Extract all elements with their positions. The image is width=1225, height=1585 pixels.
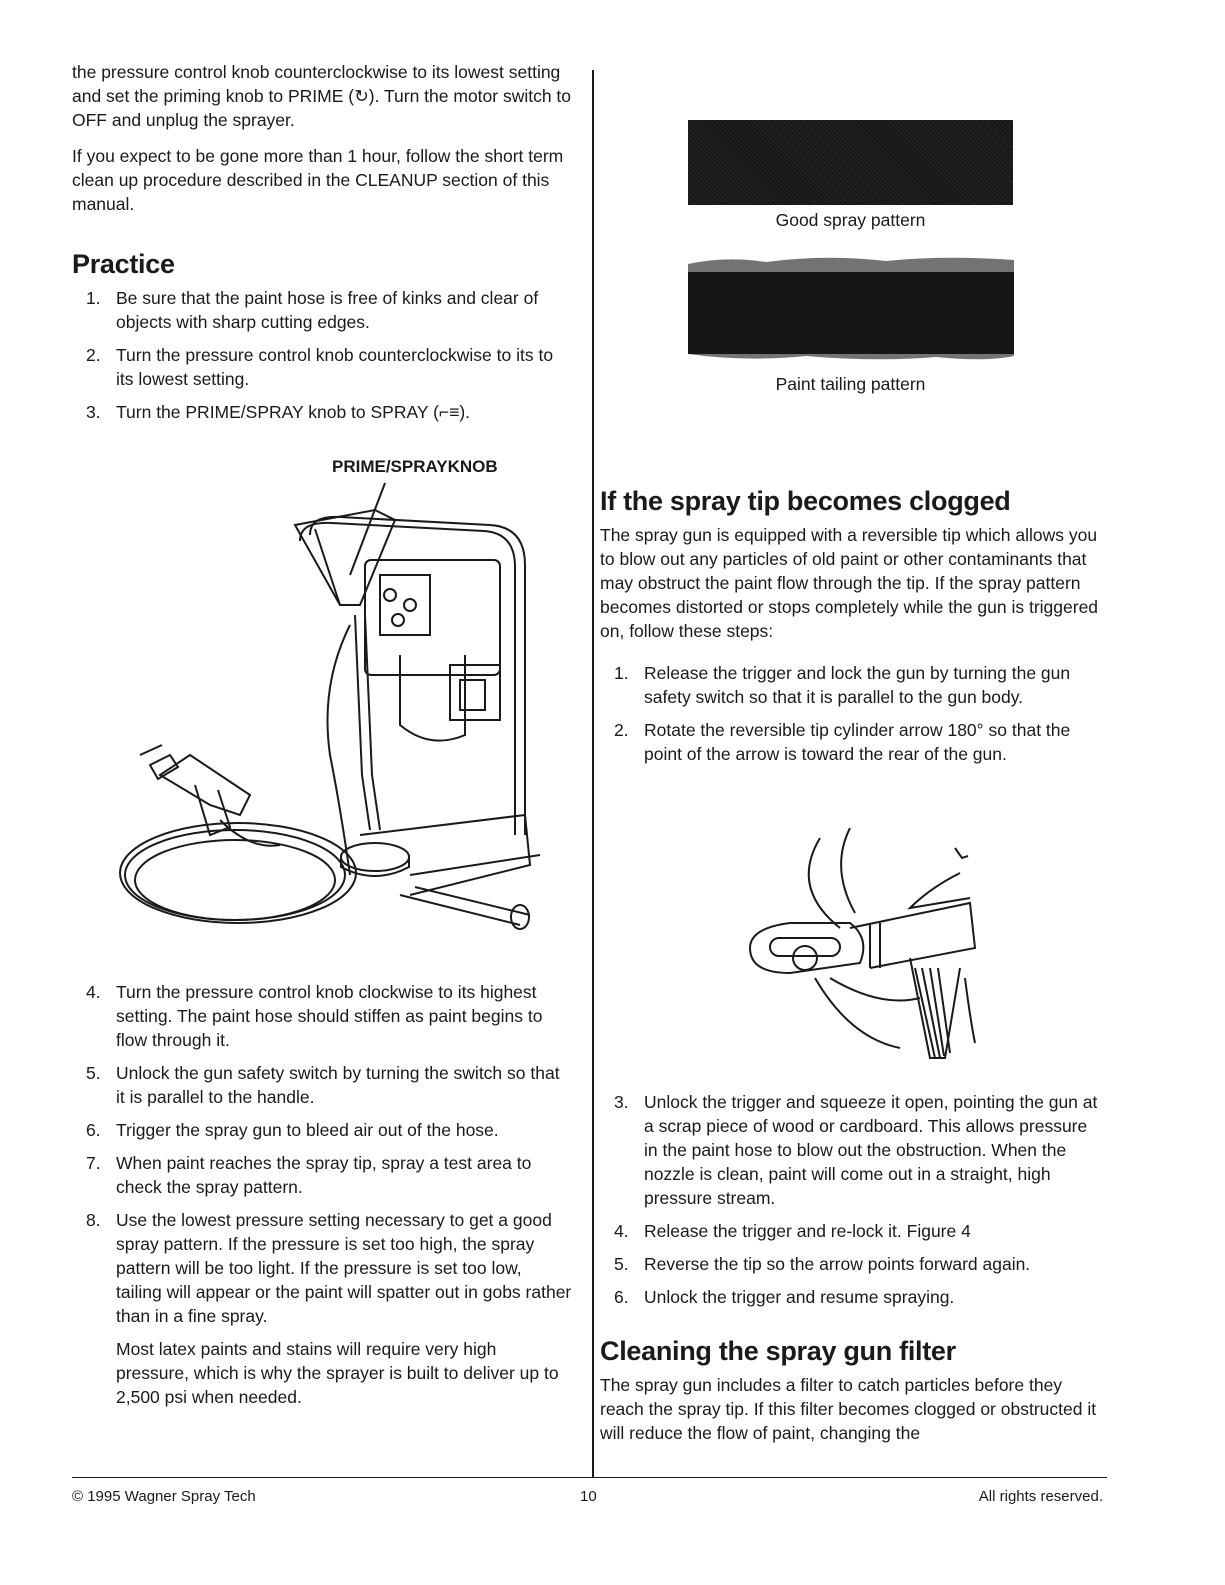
sprayer-figure xyxy=(100,455,570,935)
practice-heading: Practice xyxy=(72,249,175,279)
list-item: 4. Turn the pressure control knob clockwise to its highest setting. The paint hose should stiffen as paint begins to flow through it. xyxy=(86,982,543,1050)
clogged-tip-heading: If the spray tip becomes clogged xyxy=(600,486,1011,516)
list-item: 6. Trigger the spray gun to bleed air out of the hose. xyxy=(86,1120,499,1140)
list-item: 7. When paint reaches the spray tip, spray a test area to check the spray pattern. xyxy=(86,1153,532,1197)
filter-paragraph: The spray gun includes a filter to catch particles before they reach the spray tip. If this filter becomes clogged or obstructed it will reduce the flow of paint, changing the xyxy=(600,1375,1097,1443)
spray-tip-illustration xyxy=(730,828,1000,1068)
footer-rule xyxy=(72,1477,1107,1478)
step8-note: Most latex paints and stains will require very high pressure, which is why the sprayer is built to deliver up to 2,500 psi when needed. xyxy=(116,1339,559,1407)
page-number: 10 xyxy=(580,1488,597,1505)
good-spray-pattern-swatch xyxy=(688,120,1013,205)
sprayer-illustration xyxy=(100,455,570,935)
list-item: 8. Use the lowest pressure setting necessary to get a good spray pattern. If the pressure is set too high, the spray pattern will be too light. If the pressure is set too low, tailing will appear or the paint will spatter out in gobs rather than in a fine spray. xyxy=(86,1210,572,1326)
list-item: 2. Rotate the reversible tip cylinder arrow 180° so that the point of the arrow is toward the rear of the gun. xyxy=(614,720,1071,764)
list-item: 1. Release the trigger and lock the gun by turning the gun safety switch so that it is parallel to the gun body. xyxy=(614,663,1071,707)
left-column xyxy=(72,60,572,433)
intro-paragraph-1: the pressure control knob counterclockwise to its lowest setting and set the priming knob to PRIME (↻). Turn the motor switch to OFF and unplug the sprayer. xyxy=(72,62,572,130)
tailing-pattern-caption: Paint tailing pattern xyxy=(775,374,926,394)
list-item: 3. Turn the PRIME/SPRAY knob to SPRAY (⌐≡). xyxy=(86,402,471,422)
practice-steps-b xyxy=(72,980,572,1328)
clogged-steps-a xyxy=(600,661,1105,766)
list-item: 5. Reverse the tip so the arrow points forward again. xyxy=(614,1254,1031,1274)
right-column xyxy=(600,485,1105,775)
footer-copyright: © 1995 Wagner Spray Tech xyxy=(72,1488,256,1505)
list-item: 4. Release the trigger and re-lock it. Figure 4 xyxy=(614,1221,971,1241)
prime-spray-knob-label: PRIME/SPRAYKNOB xyxy=(332,457,498,476)
left-column-lower xyxy=(72,980,572,1421)
list-item: 5. Unlock the gun safety switch by turning the switch so that it is parallel to the handle. xyxy=(86,1063,560,1107)
practice-steps-a xyxy=(72,286,572,424)
column-divider xyxy=(592,70,594,1478)
good-pattern-caption: Good spray pattern xyxy=(775,210,926,230)
tailing-pattern-swatch xyxy=(686,252,1016,362)
footer-rights: All rights reserved. xyxy=(978,1488,1103,1505)
list-item: 3. Unlock the trigger and squeeze it open, pointing the gun at a scrap piece of wood or cardboard. This allows pressure in the paint hose to blow out the obstruction. When the nozzle is clean, paint will come out in a straight, high pressure stream. xyxy=(614,1092,1098,1208)
clogged-steps-b xyxy=(600,1090,1105,1309)
list-item: 6. Unlock the trigger and resume spraying. xyxy=(614,1287,955,1307)
clogged-tip-intro: The spray gun is equipped with a reversible tip which allows you to blow out any particles of old paint or other contaminants that may obstruct the paint flow through the tip. If the spray pattern becomes distorted or stops completely while the gun is triggered on, follow these steps: xyxy=(600,525,1099,641)
right-column-lower xyxy=(600,1090,1105,1457)
filter-heading: Cleaning the spray gun filter xyxy=(600,1336,956,1366)
intro-paragraph-2: If you expect to be gone more than 1 hour, follow the short term clean up procedure described in the CLEANUP section of this manual. xyxy=(72,146,564,214)
list-item: 2. Turn the pressure control knob counterclockwise to its to its lowest setting. xyxy=(86,345,554,389)
list-item: 1. Be sure that the paint hose is free of kinks and clear of objects with sharp cutting edges. xyxy=(86,288,539,332)
